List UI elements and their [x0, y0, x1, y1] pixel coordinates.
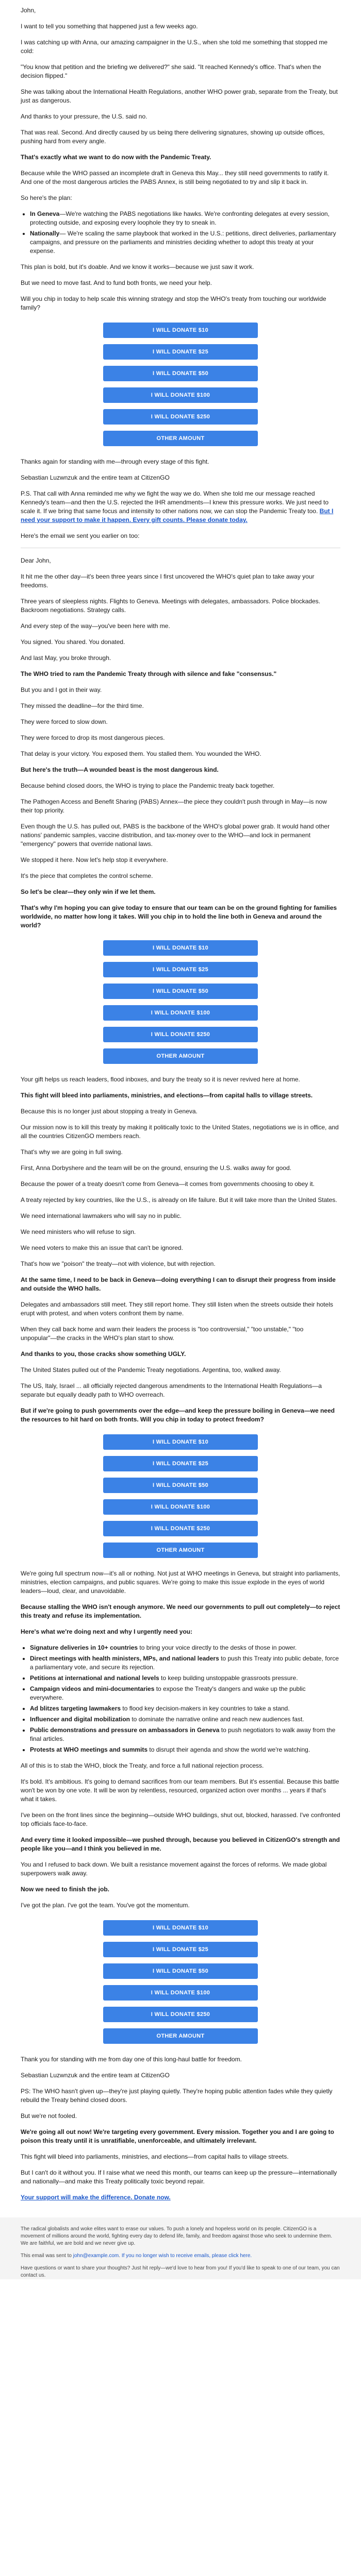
- paragraph: So here's the plan:: [21, 194, 72, 201]
- donate-10-button[interactable]: I WILL DONATE $10: [103, 940, 258, 956]
- paragraph: The WHO tried to ram the Pandemic Treaty through with silence and fake "consensus.": [21, 670, 277, 677]
- postscript: PS: The WHO hasn't given up—they're just playing quietly. They're hoping public attention fades while they quietly rebuild the Treaty behind closed doors.: [21, 2088, 333, 2104]
- greeting: Dear John,: [21, 557, 51, 564]
- paragraph: But here's the truth—A wounded beast is the most dangerous kind.: [21, 766, 219, 773]
- paragraph: Because stalling the WHO isn't enough anymore. We need our governments to pull out completely—to reject this treaty and refuse its implementation.: [21, 1603, 340, 1619]
- paragraph: The United States pulled out of the Pandemic Treaty negotiations. Argentina, too, walked away.: [21, 1366, 281, 1374]
- unsubscribe-link[interactable]: If you no longer wish to receive emails, please click here.: [121, 2253, 252, 2259]
- donate-10-button[interactable]: I WILL DONATE $10: [103, 1434, 258, 1450]
- list-item: • Influencer and digital mobilization to dominate the narrative online and reach new audiences fast.: [30, 1715, 340, 1724]
- donate-10-button[interactable]: I WILL DONATE $10: [103, 1920, 258, 1936]
- list-item: • Direct meetings with health ministers, MPs, and national leaders to push this Treaty into public debate, force a parliamentary vote, and secure its rejection.: [30, 1654, 340, 1672]
- paragraph: The Pathogen Access and Benefit Sharing (PABS) Annex—the piece they couldn't push through in May—is now their top priority.: [21, 798, 327, 814]
- paragraph: That's exactly what we want to do now with the Pandemic Treaty.: [21, 154, 211, 161]
- email-footer: [0, 2217, 361, 2279]
- paragraph: Here's what we're doing next and why I urgently need you:: [21, 1628, 193, 1635]
- paragraph: But you and I got in their way.: [21, 686, 102, 693]
- signature: Sebastian Luzwnzuk and the entire team at CitizenGO: [21, 2072, 170, 2079]
- donate-100-button[interactable]: I WILL DONATE $100: [103, 1499, 258, 1515]
- donate-10-button[interactable]: I WILL DONATE $10: [103, 323, 258, 338]
- paragraph: Now we need to finish the job.: [21, 1886, 110, 1893]
- paragraph: And thanks to you, those cracks show something UGLY.: [21, 1350, 186, 1358]
- footer-contact: Have questions or want to share your thoughts? Just hit reply—we'd love to hear from you! If you'd like to speak to one of our team, you can contact us.: [21, 2265, 340, 2278]
- paragraph: It's bold. It's ambitious. It's going to demand sacrifices from our team members. But it's essential. Because this battle won't be won by one vote. It will be won by relentless, resourced, organized action over months ... years if that's what it takes.: [21, 1778, 339, 1803]
- list-item: • Nationally— We're scaling the same playbook that worked in the U.S.: petitions, direct deliveries, parliamentary campaigns, and pressure on the parliaments and ministries deciding whether to adopt this treaty at your expense.: [30, 229, 340, 256]
- paragraph: That's how we "poison" the treaty—not with violence, but with rejection.: [21, 1260, 216, 1267]
- paragraph: That's why we are going in full swing.: [21, 1148, 123, 1156]
- list-item: • Protests at WHO meetings and summits to disrupt their agenda and show the world we're watching.: [30, 1745, 340, 1754]
- donate-25-button[interactable]: I WILL DONATE $25: [103, 1456, 258, 1471]
- paragraph: Our mission now is to kill this treaty by making it politically toxic to the United States, negotiations we is in office, and all the countries CitizenGO members reach.: [21, 1124, 339, 1140]
- paragraph: Because behind closed doors, the WHO is trying to place the Pandemic treaty back together.: [21, 782, 275, 789]
- paragraph: It hit me the other day—it's been three years since I first uncovered the WHO's quiet plan to take away your freedoms.: [21, 573, 315, 589]
- paragraph: We stopped it here. Now let's help stop it everywhere.: [21, 856, 168, 863]
- paragraph: "You know that petition and the briefing we delivered?" she said. "It reached Kennedy's office. That's when the decision flipped.": [21, 63, 321, 79]
- action-list: [21, 1643, 340, 1754]
- paragraph: So let's be clear—they only win if we let them.: [21, 888, 156, 895]
- paragraph: First, Anna Dorbyshere and the team will be on the ground, ensuring the U.S. walks away for good.: [21, 1164, 291, 1172]
- donate-other-button[interactable]: OTHER AMOUNT: [103, 1048, 258, 1064]
- donate-100-button[interactable]: I WILL DONATE $100: [103, 1985, 258, 2001]
- paragraph: Will you chip in today to help scale this winning strategy and stop the WHO's treaty from touching our worldwide family?: [21, 295, 326, 311]
- paragraph: They were forced to slow down.: [21, 718, 108, 725]
- signature: Sebastian Luzwnzuk and the entire team at CitizenGO: [21, 474, 170, 481]
- donate-50-button[interactable]: I WILL DONATE $50: [103, 1478, 258, 1493]
- recipient-email-link[interactable]: john@example.com: [73, 2253, 119, 2259]
- donate-other-button[interactable]: OTHER AMOUNT: [103, 431, 258, 446]
- footer-mission: The radical globalists and woke elites want to erase our values. To push a lonely and hopeless world on its people. CitizenGO is a movement of millions around the world, fighting every day to defend life, family, and freedom against those who seek to undermine them. We are faithful, we are bold and we never give up.: [21, 2226, 333, 2246]
- donate-250-button[interactable]: I WILL DONATE $250: [103, 2007, 258, 2022]
- donate-25-button[interactable]: I WILL DONATE $25: [103, 1942, 258, 1957]
- paragraph: Three years of sleepless nights. Flights to Geneva. Meetings with delegates, ambassadors. Police blockades. Backroom negotiations. Strategy calls.: [21, 598, 320, 614]
- paragraph: You and I refused to back down. We built a resistance movement against the forces of reforms. We made global superpowers walk away.: [21, 1861, 327, 1877]
- paragraph: Thank you for standing with me from day one of this long-haul battle for freedom.: [21, 2056, 242, 2063]
- paragraph: She was talking about the International Health Regulations, another WHO power grab, separate from the Treaty, but just as dangerous.: [21, 88, 338, 104]
- donate-50-button[interactable]: I WILL DONATE $50: [103, 366, 258, 381]
- paragraph: Because while the WHO passed an incomplete draft in Geneva this May... they still need governments to ratify it. And one of the most dangerous articles the PABS Annex, is still being negotiated to try and slip it back in.: [21, 170, 329, 185]
- paragraph: They were forced to drop its most dangerous pieces.: [21, 734, 165, 741]
- paragraph: It's the piece that completes the control scheme.: [21, 872, 153, 879]
- paragraph: At the same time, I need to be back in Geneva—doing everything I can to disrupt their progress from inside and outside the WHO halls.: [21, 1276, 336, 1292]
- paragraph: And every time it looked impossible—we pushed through, because you believed in CitizenGO's strength and people like you—and I think you believed in me.: [21, 1836, 340, 1852]
- donate-50-button[interactable]: I WILL DONATE $50: [103, 1963, 258, 1979]
- donate-250-button[interactable]: I WILL DONATE $250: [103, 1521, 258, 1536]
- donate-buttons: [21, 1431, 340, 1569]
- paragraph: That delay is your victory. You exposed them. You stalled them. You wounded the WHO.: [21, 750, 261, 757]
- paragraph: I've been on the front lines since the beginning—outside WHO buildings, shut out, blocked, harassed. I've confronted top officials face-to-face.: [21, 1811, 340, 1827]
- postscript: P.S. That call with Anna reminded me why we fight the way we do. When she told me our message reached Kennedy's team—and then the U.S. rejected the IHR amendments—I knew this pressure works. We just need to scale it. If we bring that same focus and intensity to other nations now, we can stop the Pandemic Treaty too. But I need your support to make it happen. Every gift counts. Please donate today.: [21, 490, 334, 523]
- paragraph: I was catching up with Anna, our amazing campaigner in the U.S., when she told me something that stopped me cold:: [21, 39, 328, 55]
- donate-other-button[interactable]: OTHER AMOUNT: [103, 2028, 258, 2044]
- donate-buttons: [21, 937, 340, 1075]
- donate-link[interactable]: Your support will make the difference. Donate now.: [21, 2194, 171, 2201]
- paragraph: I want to tell you something that happened just a few weeks ago.: [21, 23, 198, 30]
- donate-buttons: [21, 319, 340, 457]
- paragraph: I've got the plan. I've got the team. You've got the momentum.: [21, 1902, 190, 1909]
- plan-list: [21, 210, 340, 256]
- list-item: • Public demonstrations and pressure on ambassadors in Geneva to push negotiators to walk away from the final articles.: [30, 1726, 340, 1743]
- paragraph: [21, 2193, 340, 2202]
- paragraph: Delegates and ambassadors still meet. They still report home. They still listen when the streets outside their hotels erupt with protest, and when voters confront them by name.: [21, 1301, 333, 1317]
- paragraph: Your gift helps us reach leaders, flood inboxes, and bury the treaty so it is never revived here at home.: [21, 1076, 300, 1083]
- paragraph: They missed the deadline—for the third time.: [21, 702, 144, 709]
- paragraph: But we need to move fast. And to fund both fronts, we need your help.: [21, 279, 212, 286]
- donate-250-button[interactable]: I WILL DONATE $250: [103, 409, 258, 425]
- donate-100-button[interactable]: I WILL DONATE $100: [103, 387, 258, 403]
- paragraph: When they call back home and warn their leaders the process is "too controversial," "too unstable," "too unpopular"—the cracks in the WHO's plan start to show.: [21, 1326, 304, 1342]
- paragraph: All of this is to stab the WHO, block the Treaty, and force a full national rejection process.: [21, 1762, 264, 1769]
- donate-25-button[interactable]: I WILL DONATE $25: [103, 344, 258, 360]
- paragraph: But if we're going to push governments over the edge—and keep the pressure boiling in Geneva—we need the resources to hit hard on both fronts. Will you chip in today to protect freedom?: [21, 1407, 335, 1423]
- paragraph: That's why I'm hoping you can give today to ensure that our team can be on the ground fighting for families worldwide, no matter how long it takes. Will you chip in to hold the line both in Geneva and around the world?: [21, 904, 337, 929]
- donate-50-button[interactable]: I WILL DONATE $50: [103, 984, 258, 999]
- paragraph: We're going all out now! We're targeting every government. Every mission. Together you and I are going to poison this treaty until it is unratifiable, unenforceable, and ultimately irrelevant.: [21, 2128, 334, 2144]
- paragraph: But I can't do it without you. If I raise what we need this month, our teams can keep up the pressure—internationally and nationally—and make this Treaty politically toxic beyond repair.: [21, 2169, 337, 2185]
- paragraph: That was real. Second. And directly caused by us being there delivering signatures, showing up outside offices, pushing hard from every angle.: [21, 129, 325, 145]
- paragraph: This plan is bold, but it's doable. And we know it works—because we just saw it work.: [21, 263, 254, 270]
- donate-100-button[interactable]: I WILL DONATE $100: [103, 1005, 258, 1021]
- paragraph: A treaty rejected by key countries, like the U.S., is already on life failure. But it will take more than the United States.: [21, 1196, 337, 1204]
- paragraph: This fight will bleed into parliaments, ministries, and elections—from capital halls to village streets.: [21, 1092, 313, 1099]
- paragraph: Even though the U.S. has pulled out, PABS is the backbone of the WHO's global power grab. It would hand other nations' pandemic samples, vaccine distribution, and tax-money over to the WHO—and lock in permanent "emergency" powers that override national laws.: [21, 823, 330, 848]
- paragraph: We need international lawmakers who will say no in public.: [21, 1212, 182, 1219]
- paragraph: Because this is no longer just about stopping a treaty in Geneva.: [21, 1108, 198, 1115]
- donate-250-button[interactable]: I WILL DONATE $250: [103, 1027, 258, 1042]
- paragraph: The US, Italy, Israel ... all officially rejected dangerous amendments to the International Health Regulations—a separate but equally deadly path to WHO overreach.: [21, 1382, 322, 1398]
- greeting: John,: [21, 7, 36, 14]
- paragraph: We're going full spectrum now—it's all or nothing. Not just at WHO meetings in Geneva, but straight into parliaments, ministries, election campaigns, and public squares. We're going to make this issue explode in the eyes of world leaders—loud, clear, and unavoidable.: [21, 1570, 340, 1595]
- paragraph: Here's the email we sent you earlier on too:: [21, 532, 140, 539]
- footer-recipient: This email was sent to john@example.com. If you no longer wish to receive emails, please click here.: [21, 2253, 252, 2259]
- paragraph: And last May, you broke through.: [21, 654, 111, 662]
- list-item: • In Geneva—We're watching the PABS negotiations like hawks. We're confronting delegates at every session, protecting outside, and exposing every loophole they try to sneak in.: [30, 210, 340, 227]
- list-item: • Campaign videos and mini-documentaries to expose the Treaty's dangers and wake up the public everywhere.: [30, 1685, 340, 1702]
- paragraph: We need voters to make this an issue that can't be ignored.: [21, 1244, 183, 1251]
- paragraph: And thanks to your pressure, the U.S. said no.: [21, 113, 147, 120]
- paragraph: We need ministers who will refuse to sign.: [21, 1228, 136, 1235]
- paragraph: This fight will bleed into parliaments, ministries, and elections—from capital halls to village streets.: [21, 2153, 289, 2160]
- donate-buttons: [21, 1917, 340, 2055]
- paragraph: But we're not fooled.: [21, 2112, 77, 2120]
- list-item: • Ad blitzes targeting lawmakers to flood key decision-makers in key countries to take a stand.: [30, 1704, 340, 1713]
- paragraph: Thanks again for standing with me—through every stage of this fight.: [21, 458, 209, 465]
- paragraph: And every step of the way—you've been here with me.: [21, 622, 170, 630]
- list-item: • Petitions at international and national levels to keep building unstoppable grassroots pressure.: [30, 1674, 340, 1683]
- donate-25-button[interactable]: I WILL DONATE $25: [103, 962, 258, 977]
- donate-other-button[interactable]: OTHER AMOUNT: [103, 1543, 258, 1558]
- donate-link[interactable]: But I need your support to make it happen. Every gift counts. Please donate today.: [21, 507, 334, 523]
- paragraph: Because the power of a treaty doesn't come from Geneva—it comes from governments choosing to obey it.: [21, 1180, 315, 1188]
- paragraph: You signed. You shared. You donated.: [21, 638, 125, 646]
- list-item: • Signature deliveries in 10+ countries to bring your voice directly to the desks of those in power.: [30, 1643, 340, 1652]
